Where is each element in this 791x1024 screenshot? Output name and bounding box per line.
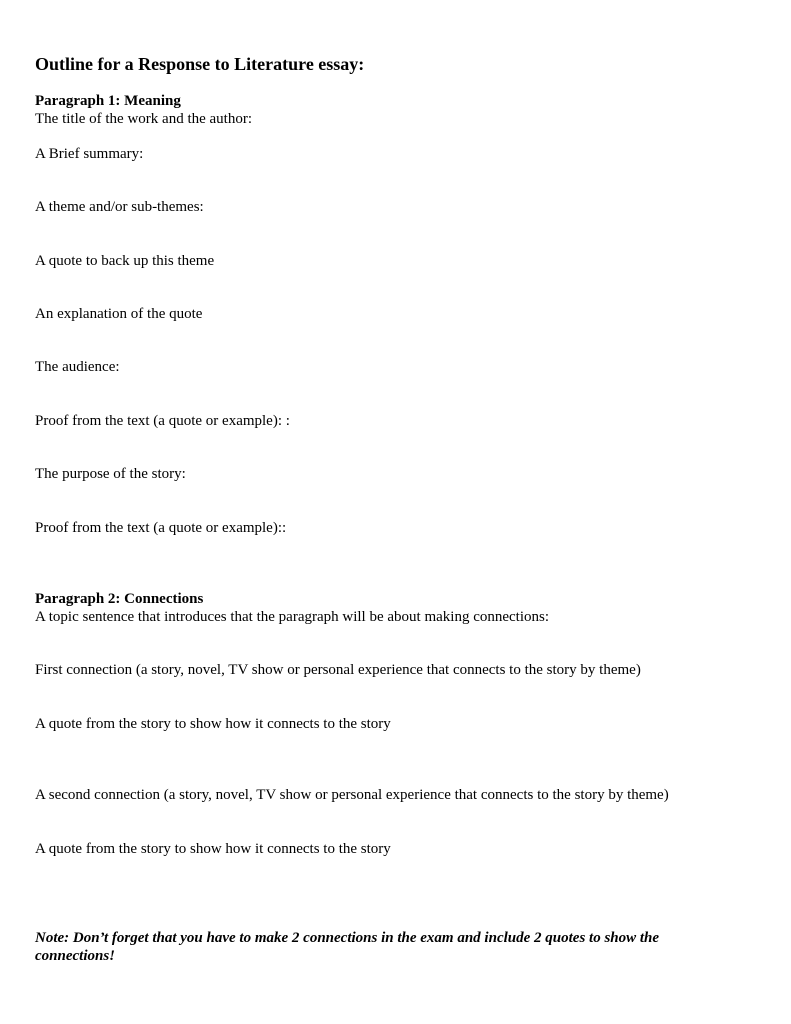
- prompt-topic-sentence: A topic sentence that introduces that the paragraph will be about making connections:: [35, 609, 550, 625]
- prompt-brief-summary: A Brief summary:: [35, 146, 144, 162]
- prompt-title-author: The title of the work and the author:: [35, 111, 253, 127]
- prompt-second-connection: A second connection (a story, novel, TV show or personal experience that connects to the story by theme): [35, 787, 669, 803]
- prompt-purpose: The purpose of the story:: [35, 466, 186, 482]
- prompt-first-connection-quote: A quote from the story to show how it connects to the story: [35, 716, 391, 732]
- paragraph1-heading: Paragraph 1: Meaning: [35, 93, 181, 109]
- prompt-purpose-proof: Proof from the text (a quote or example)::: [35, 520, 287, 536]
- prompt-second-connection-quote: A quote from the story to show how it connects to the story: [35, 841, 391, 857]
- page-title: Outline for a Response to Literature essay:: [35, 54, 365, 74]
- paragraph2-heading: Paragraph 2: Connections: [35, 591, 204, 607]
- prompt-first-connection: First connection (a story, novel, TV show or personal experience that connects to the story by theme): [35, 662, 641, 678]
- prompt-theme-quote: A quote to back up this theme: [35, 253, 215, 269]
- prompt-quote-explanation: An explanation of the quote: [35, 306, 203, 322]
- prompt-audience-proof: Proof from the text (a quote or example): :: [35, 413, 290, 429]
- prompt-theme: A theme and/or sub-themes:: [35, 199, 204, 215]
- exam-note: Note: Don’t forget that you have to make 2 connections in the exam and include 2 quotes to show the connections!: [35, 930, 660, 964]
- prompt-audience: The audience:: [35, 359, 120, 375]
